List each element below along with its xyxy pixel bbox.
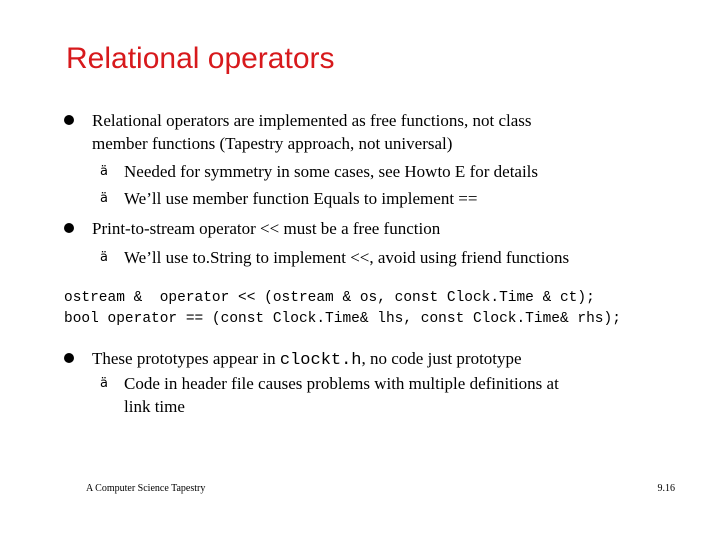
sub-bullet-arrow-icon: ä (100, 250, 108, 265)
sub-bullet-text: We’ll use to.String to implement <<, avoid using friend functions (124, 248, 570, 267)
sub-bullet-tostring (100, 246, 570, 269)
bullet-dot-icon (64, 115, 74, 125)
bullet-prototypes (92, 347, 522, 372)
bullet-dot-icon (64, 223, 74, 233)
sub-bullet-arrow-icon: ä (100, 191, 108, 206)
code-line-ostream: ostream & operator << (ostream & os, const Clock.Time & ct); (64, 290, 595, 306)
sub-bullet-text: Needed for symmetry in some cases, see Howto E for details (124, 162, 539, 181)
sub-bullet-symmetry (100, 160, 539, 183)
sub-bullet-text: We’ll use member function Equals to implement == (124, 189, 478, 208)
sub-bullet-text: Code in header file causes problems with multiple definitions at (124, 374, 559, 393)
bullet-dot-icon (64, 353, 74, 363)
sub-bullet-arrow-icon: ä (100, 164, 108, 179)
sub-bullet-text: link time (124, 397, 185, 416)
sub-bullet-equals (100, 187, 478, 210)
code-line-bool-operator: bool operator == (const Clock.Time& lhs, const Clock.Time& rhs); (64, 311, 621, 327)
bullet-text-prefix: These prototypes appear in (92, 349, 280, 368)
slide-title: Relational operators (66, 42, 335, 75)
sub-bullet-arrow-icon: ä (100, 376, 108, 391)
bullet-text-suffix: , no code just prototype (361, 349, 522, 368)
footer-book-title: A Computer Science Tapestry (86, 483, 206, 494)
code-filename: clockt.h (279, 351, 362, 370)
slide-number: 9.16 (657, 483, 675, 494)
bullet-line: Print-to-stream operator << must be a free function (92, 219, 441, 238)
bullet-line: member functions (Tapestry approach, not universal) (92, 134, 453, 153)
sub-bullet-header-file (100, 372, 559, 418)
bullet-relational-operators (92, 109, 532, 155)
bullet-print-to-stream (92, 217, 440, 240)
bullet-line: Relational operators are implemented as free functions, not class (92, 111, 532, 130)
